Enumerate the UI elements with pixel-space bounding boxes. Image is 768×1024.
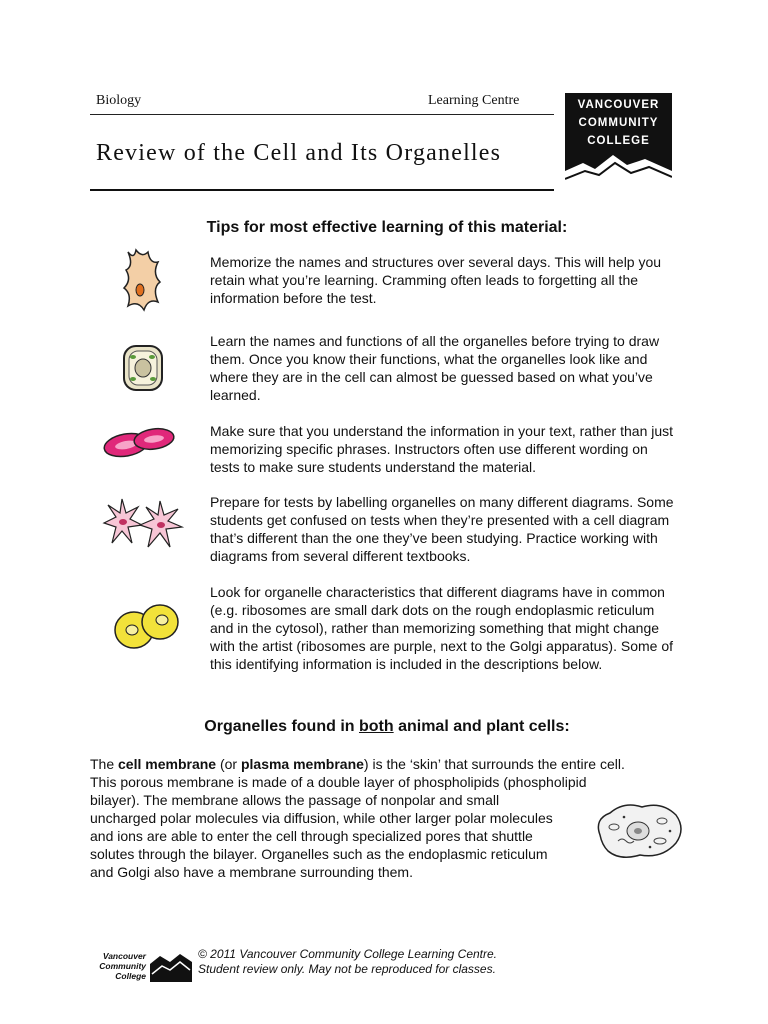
tip-4: Prepare for tests by labelling organelles on many different diagrams. Some students get confused on tests when they’re presented with a cell diagram that’s different than the one they’ve been studying. Practice working with diagrams from several different textbooks.: [210, 494, 674, 564]
plant-cell-icon: [121, 343, 165, 393]
header-subject: Biology: [96, 93, 142, 108]
membrane-line-2: This porous membrane is made of a double layer of phospholipids (phospholipid: [90, 774, 587, 790]
red-blood-cells-icon: [102, 425, 176, 461]
footer-text: [198, 947, 497, 977]
organelles-heading-emphasis: both: [358, 718, 394, 735]
membrane-text-rest1: ) is the ‘skin’ that surrounds the entire cell.: [363, 756, 625, 772]
header-centre: Learning Centre: [428, 93, 520, 108]
organelles-heading: [90, 718, 684, 736]
membrane-text-or: (or: [216, 756, 241, 772]
membrane-line-1: [90, 755, 680, 773]
page-title: Review of the Cell and Its Organelles: [96, 140, 502, 166]
mountain-logo-icon: [565, 149, 672, 185]
animal-cell-diagram-icon: [590, 797, 686, 863]
footer-copyright: © 2011 Vancouver Community College Learning Centre.: [198, 947, 498, 961]
footer-logo-line-3: College: [115, 971, 146, 981]
amoeba-cell-icon: [118, 246, 168, 314]
logo-line-3: COLLEGE: [587, 135, 650, 147]
tip-1: Memorize the names and structures over several days. This will help you retain what you’re learning. Cramming often leads to forgetting all the information before the test.: [210, 254, 662, 306]
footer-logo-line-2: Community: [99, 961, 146, 971]
college-logo: [565, 93, 672, 185]
logo-line-2: COMMUNITY: [578, 117, 659, 129]
footer-logo-line-1: Vancouver: [102, 951, 146, 961]
membrane-text-rest2: bilayer). The membrane allows the passage of nonpolar and small uncharged polar molecules via diffusion, while other larger polar molecules and ions are able to enter the cell through specialized pores that shuttle solutes through the bilayer. Organelles such as the endoplasmic reticulum and Golgi also have a membrane surrounding them.: [90, 792, 553, 880]
tip-5: Look for organelle characteristics that different diagrams have in common (e.g. ribosomes are small dark dots on the rough endoplasmic reticulum and in the cytosol), rather than memorizing something that might change with the artist (ribosomes are purple, next to the Golgi apparatus). Some of this identifying information is included in the descriptions below.: [210, 584, 674, 672]
organelles-heading-pre: Organelles found in: [204, 718, 359, 735]
membrane-text-the: The: [90, 756, 119, 772]
tip-2: Learn the names and functions of all the organelles before trying to draw them. Once you know their functions, what the organelles look like and where they are in the cell can almost be guessed based on what you’ve learned.: [210, 333, 660, 403]
header-rule-bottom: [90, 189, 554, 191]
footer-notice: Student review only. May not be reproduced for classes.: [198, 962, 496, 976]
plasma-membrane-term: plasma membrane: [240, 756, 364, 772]
organelles-heading-post: animal and plant cells:: [393, 718, 570, 735]
tips-heading: Tips for most effective learning of this material:: [206, 219, 568, 236]
header-rule-top: [90, 114, 554, 115]
tip-3: Make sure that you understand the information in your text, rather than just memorizing specific phrases. Instructors often use different wording on tests to make sure students understand the material.: [210, 423, 674, 475]
spiky-cells-icon: [102, 493, 184, 553]
footer-college-logo: [88, 950, 192, 984]
logo-line-1: VANCOUVER: [577, 99, 660, 111]
yellow-cells-icon: [112, 600, 182, 652]
cell-membrane-term: cell membrane: [118, 756, 217, 772]
